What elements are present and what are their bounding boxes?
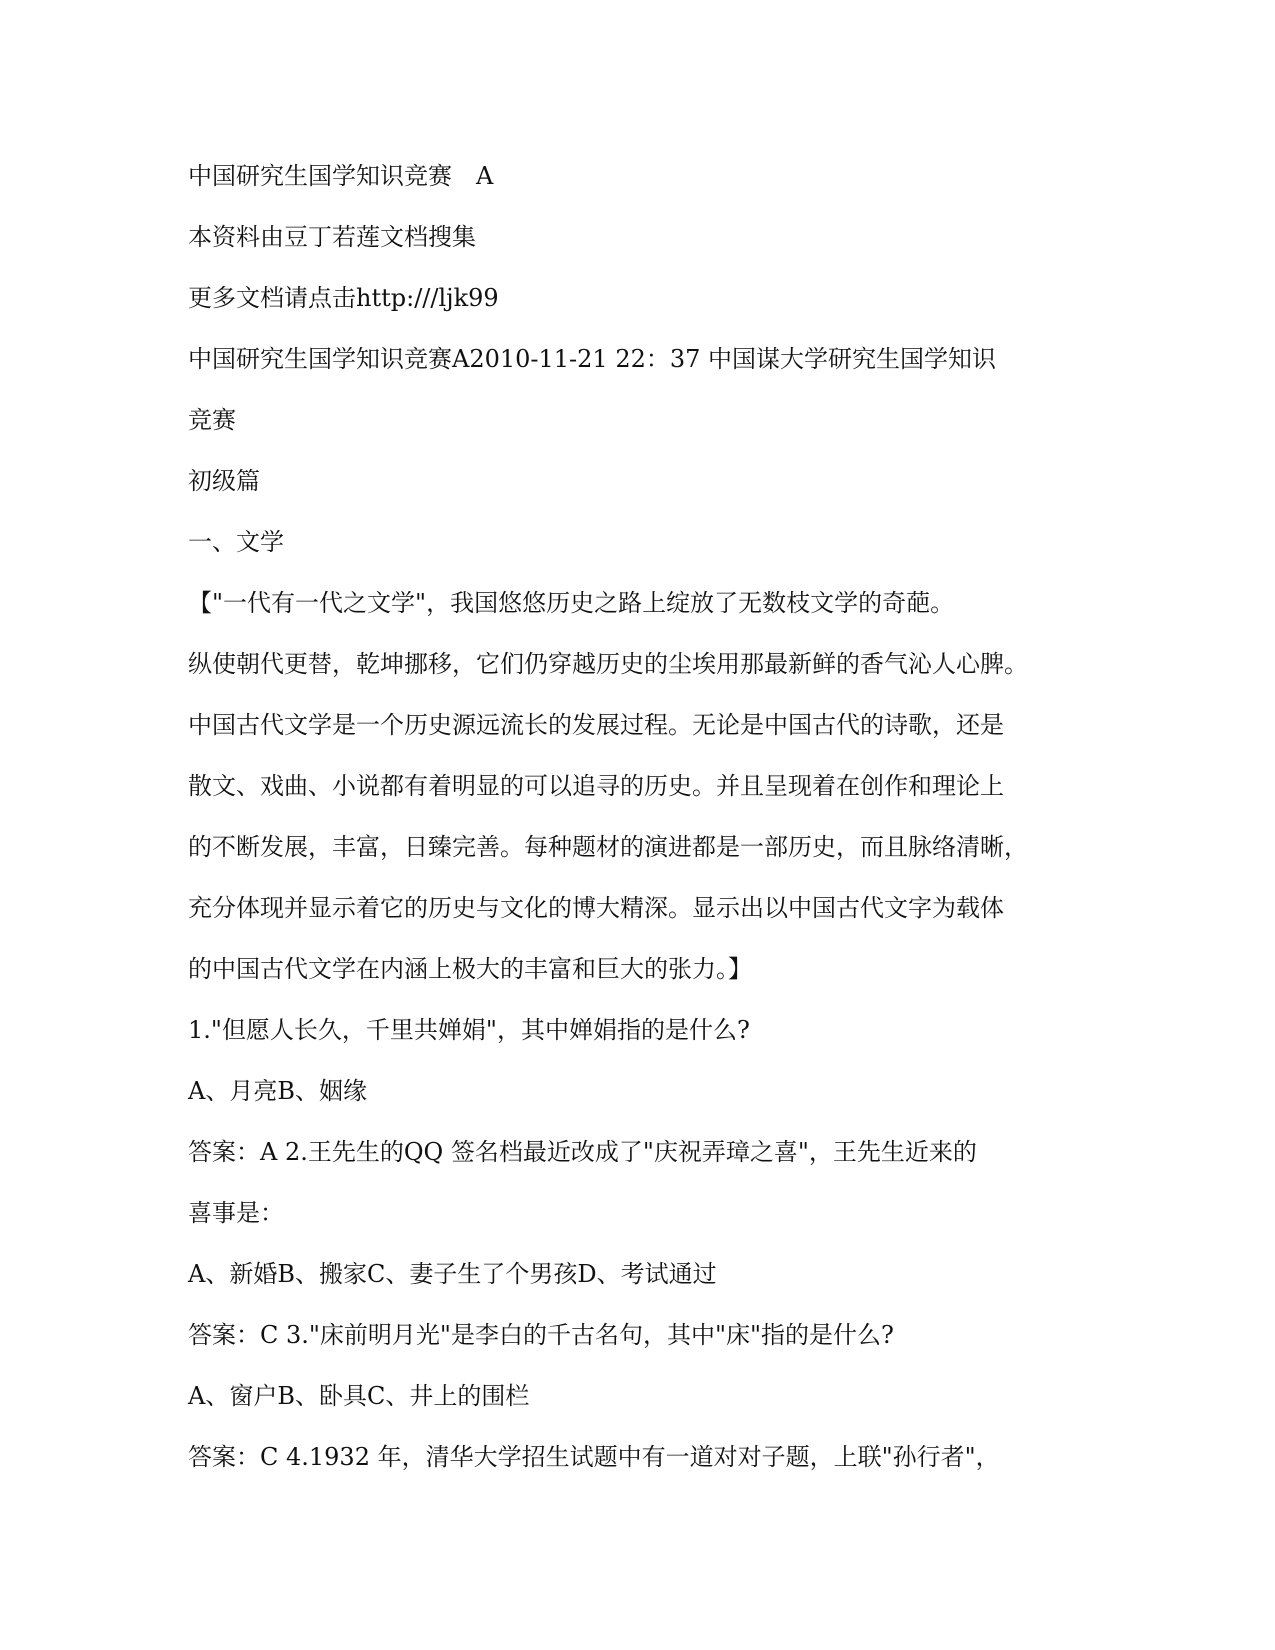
answer-question-line: 答案：C 3."床前明月光"是李白的千古名句，其中"床"指的是什么? (188, 1321, 894, 1349)
intro-paragraph-line: 的中国古代文学在内涵上极大的丰富和巨大的张力。】 (188, 955, 752, 983)
document-body (188, 146, 1088, 1488)
subsection-heading: 一、文学 (188, 528, 284, 556)
intro-paragraph-line: 中国古代文学是一个历史源远流长的发展过程。无论是中国古代的诗歌，还是 (188, 711, 1004, 739)
answer-question-line: 答案：A 2.王先生的QQ 签名档最近改成了"庆祝弄璋之喜"，王先生近来的 (188, 1138, 977, 1166)
source-note: 本资料由豆丁若莲文档搜集 (188, 223, 476, 251)
section-heading: 初级篇 (188, 467, 260, 495)
intro-paragraph-line: 【"一代有一代之文学"，我国悠悠历史之路上绽放了无数枝文学的奇葩。 (188, 589, 955, 617)
answer-question-line: 答案：C 4.1932 年，清华大学招生试题中有一道对对子题，上联"孙行者"， (188, 1443, 1000, 1471)
options-line: A、新婚B、搬家C、妻子生了个男孩D、考试通过 (188, 1260, 717, 1288)
text-line: 竞赛 (188, 406, 236, 434)
options-line: A、月亮B、姻缘 (188, 1077, 367, 1105)
document-title: 中国研究生国学知识竞赛 A (188, 162, 494, 190)
options-line: A、窗户B、卧具C、井上的围栏 (188, 1382, 530, 1410)
more-docs-note: 更多文档请点击http:///ljk99 (188, 284, 499, 312)
question-line: 1."但愿人长久，千里共婵娟"，其中婵娟指的是什么? (188, 1016, 750, 1044)
intro-paragraph-line: 充分体现并显示着它的历史与文化的博大精深。显示出以中国古代文字为载体 (188, 894, 1004, 922)
intro-paragraph-line: 纵使朝代更替，乾坤挪移，它们仍穿越历史的尘埃用那最新鲜的香气沁人心脾。 (188, 650, 1028, 678)
intro-paragraph-line: 散文、戏曲、小说都有着明显的可以追寻的历史。并且呈现着在创作和理论上 (188, 772, 1004, 800)
text-line: 中国研究生国学知识竞赛A2010-11-21 22：37 中国谋大学研究生国学知识 (188, 345, 997, 373)
question-line: 喜事是： (188, 1199, 284, 1227)
intro-paragraph-line: 的不断发展，丰富，日臻完善。每种题材的演进都是一部历史，而且脉络清晰， (188, 833, 1028, 861)
